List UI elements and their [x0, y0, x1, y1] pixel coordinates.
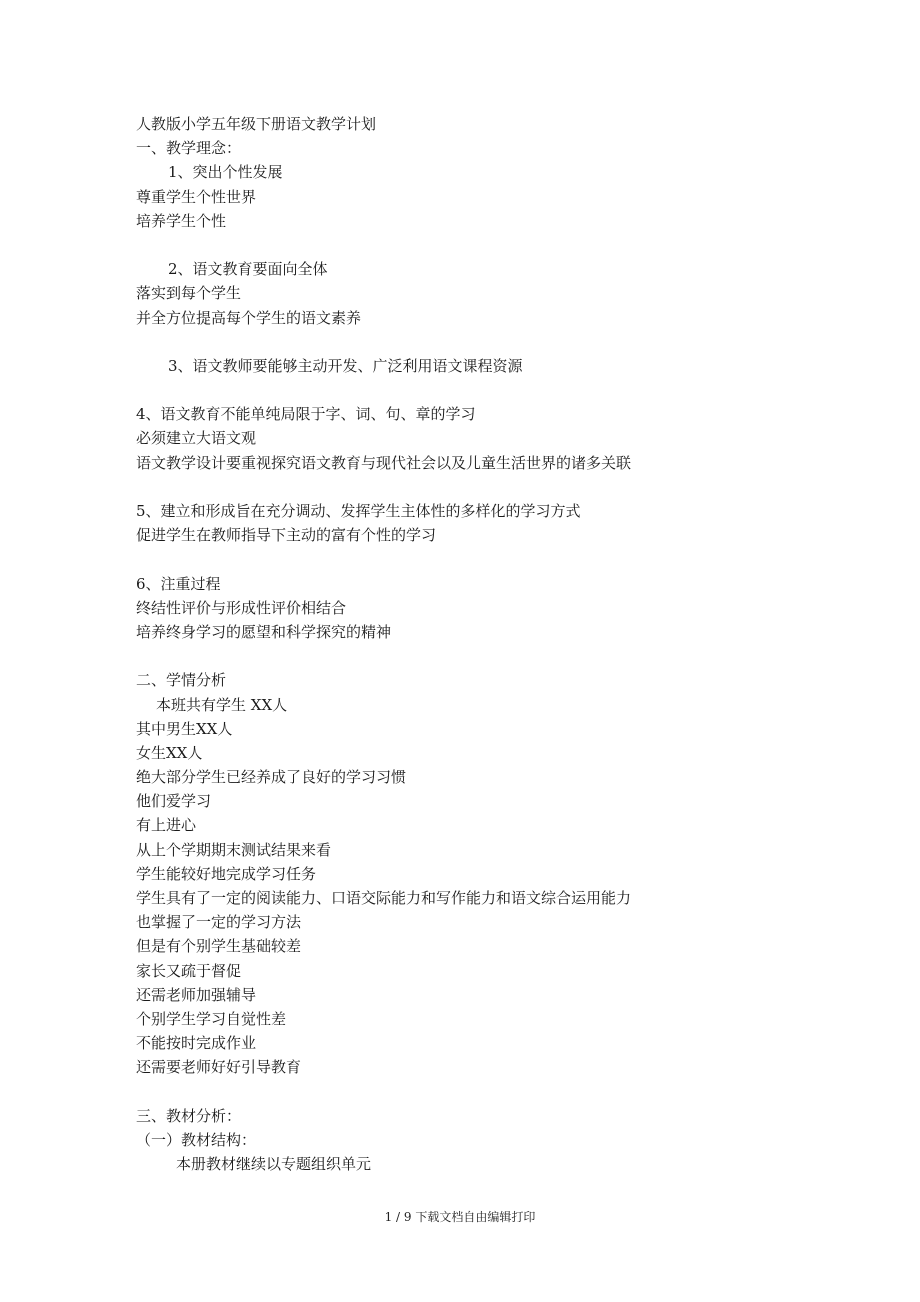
- blank-line: [136, 1080, 836, 1104]
- text-line: 不能按时完成作业: [136, 1034, 257, 1053]
- text-line: 学生具有了一定的阅读能力、口语交际能力和写作能力和语文综合运用能力: [136, 889, 632, 907]
- text-line: 培养学生个性: [136, 211, 227, 230]
- document-body: [136, 112, 836, 1176]
- text-line: 也掌握了一定的学习方法: [136, 913, 302, 932]
- text-line: 1、突出个性发展: [168, 163, 283, 182]
- text-line: 一、教学理念：: [136, 139, 242, 158]
- blank-line: [136, 644, 836, 668]
- document-title: 人教版小学五年级下册语文教学计划: [136, 115, 377, 133]
- text-line: 家长又疏于督促: [136, 961, 242, 980]
- blank-line: [136, 475, 836, 499]
- text-line: 促进学生在教师指导下主动的富有个性的学习: [136, 526, 437, 545]
- text-line: 有上进心: [136, 816, 197, 835]
- text-line: 语文教学设计要重视探究语文教育与现代社会以及儿童生活世界的诸多关联: [136, 453, 632, 472]
- text-line: 还需老师加强辅导: [136, 985, 257, 1004]
- text-line: 他们爱学习: [136, 792, 212, 811]
- blank-line: [136, 547, 836, 571]
- text-line: 终结性评价与形成性评价相结合: [136, 598, 347, 617]
- blank-line: [136, 233, 836, 257]
- text-line: 三、教材分析：: [136, 1106, 242, 1125]
- text-line: 从上个学期期末测试结果来看: [136, 840, 332, 859]
- text-line: 必须建立大语文观: [136, 429, 257, 448]
- document-lines: [136, 136, 836, 1176]
- text-line: 3、语文教师要能够主动开发、广泛利用语文课程资源: [168, 356, 523, 375]
- page-footer: 1 / 9 下载文档自由编辑打印: [384, 1210, 536, 1224]
- text-line: 落实到每个学生: [136, 284, 242, 303]
- text-line: 尊重学生个性世界: [136, 187, 257, 206]
- text-line: 6、注重过程: [136, 574, 221, 593]
- blank-line: [136, 378, 836, 402]
- text-line: 其中男生XX人: [136, 719, 233, 738]
- text-line: （一）教材结构：: [136, 1130, 257, 1149]
- text-line: 5、建立和形成旨在充分调动、发挥学生主体性的多样化的学习方式: [136, 502, 581, 520]
- text-line: 还需要老师好好引导教育: [136, 1058, 302, 1077]
- text-line: 2、语文教育要面向全体: [168, 260, 328, 279]
- text-line: 但是有个别学生基础较差: [136, 937, 302, 956]
- text-line: 本册教材继续以专题组织单元: [176, 1155, 372, 1174]
- text-line: 个别学生学习自觉性差: [136, 1009, 287, 1028]
- blank-line: [136, 330, 836, 354]
- text-line: 培养终身学习的愿望和科学探究的精神: [136, 622, 392, 641]
- text-line: 二、学情分析: [136, 671, 227, 690]
- text-line: 绝大部分学生已经养成了良好的学习习惯: [136, 768, 407, 787]
- text-line: 本班共有学生 XX人: [156, 695, 288, 714]
- text-line: 女生XX人: [136, 743, 203, 762]
- text-line: 学生能较好地完成学习任务: [136, 864, 317, 883]
- text-line: 并全方位提高每个学生的语文素养: [136, 308, 362, 327]
- text-line: 4、语文教育不能单纯局限于字、词、句、章的学习: [136, 405, 476, 424]
